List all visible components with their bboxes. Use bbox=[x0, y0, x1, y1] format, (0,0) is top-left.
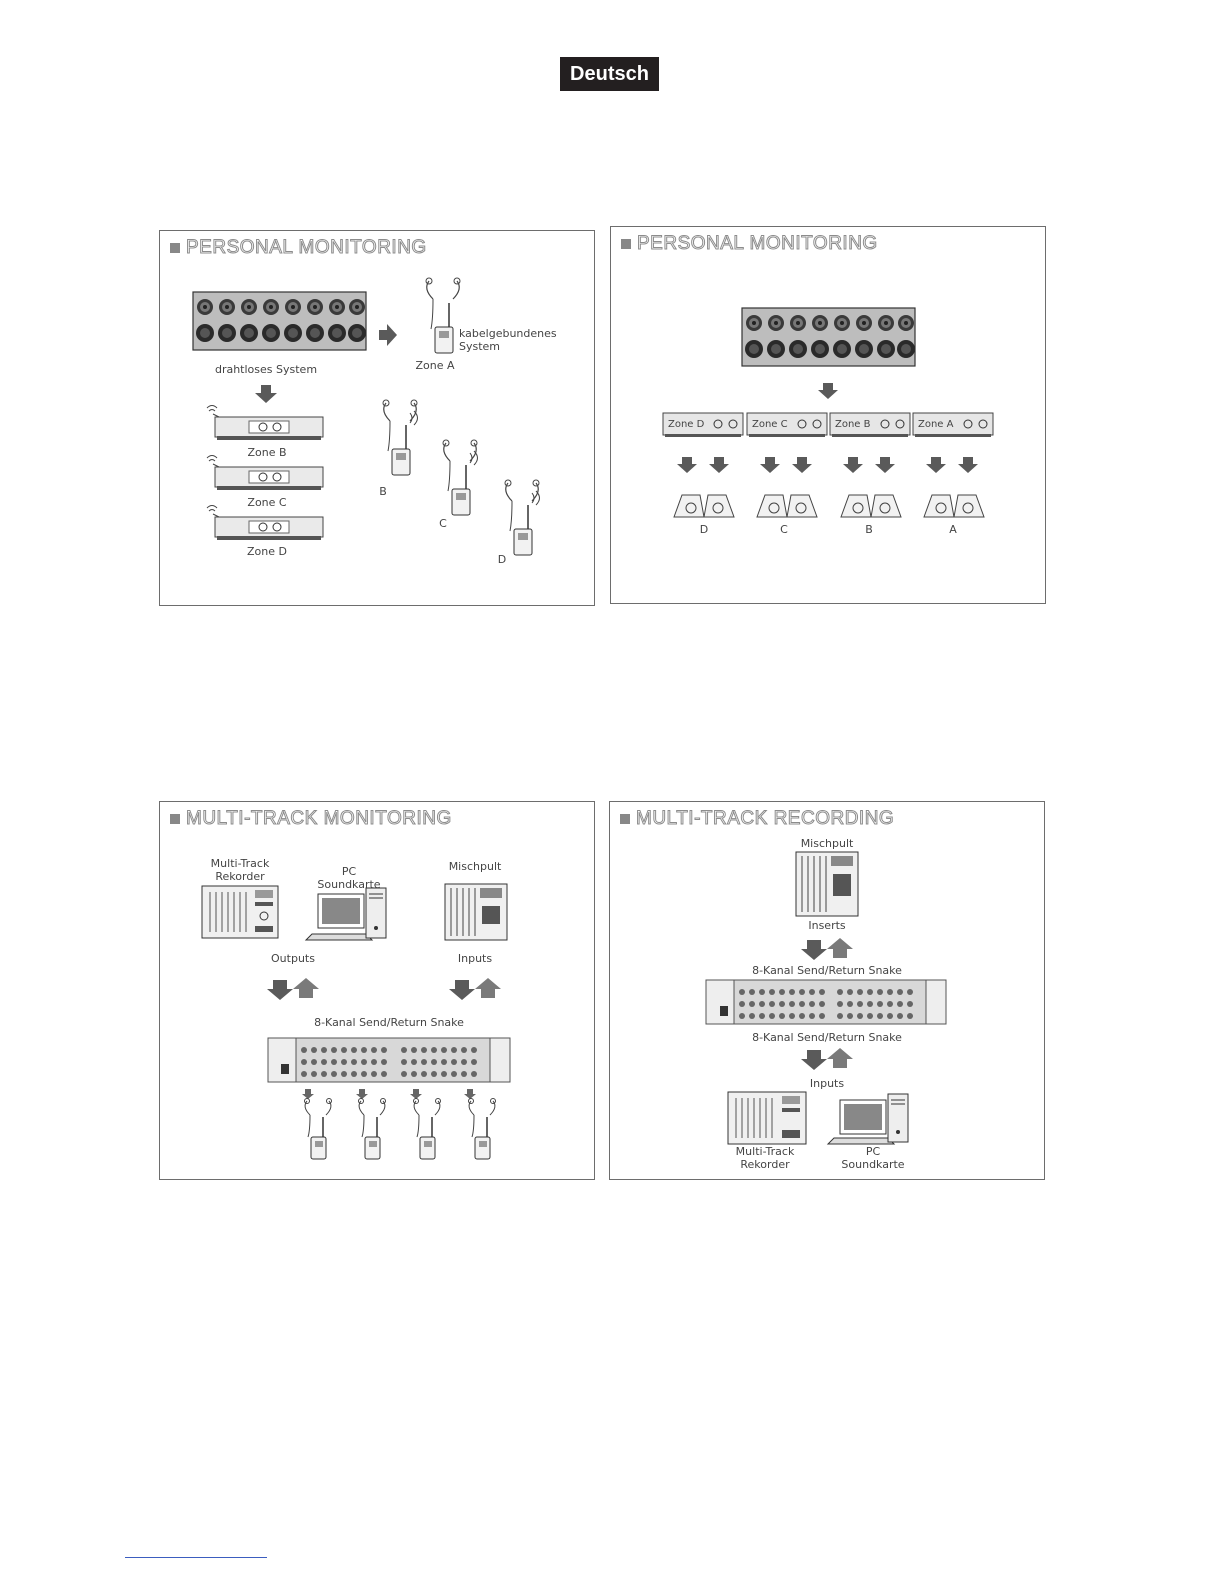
zone-d-label: Zone D bbox=[668, 419, 705, 430]
panel-personal-monitoring-wedges bbox=[610, 226, 1046, 604]
diagram-personal-monitoring-wireless bbox=[160, 231, 594, 605]
mixer-icon bbox=[445, 884, 507, 940]
mixer-label: Mischpult bbox=[800, 837, 854, 850]
panel-title: PERSONAL MONITORING bbox=[621, 233, 878, 255]
wired-system-label: kabelgebundenes System bbox=[459, 327, 557, 353]
mixer-icon bbox=[796, 852, 858, 916]
bullet-square-icon bbox=[620, 814, 630, 824]
zone-c-label: Zone C bbox=[752, 419, 788, 430]
arrow-up-icon bbox=[475, 978, 501, 998]
wedge-c-label: C bbox=[780, 523, 788, 536]
arrow-down-icon bbox=[677, 457, 697, 473]
arrow-down-icon bbox=[356, 1089, 368, 1099]
multitrack-recorder-icon bbox=[728, 1092, 806, 1144]
inputs-label: Inputs bbox=[809, 1077, 845, 1090]
arrow-down-icon bbox=[267, 980, 293, 1000]
arrow-right-icon bbox=[379, 324, 397, 346]
bodypack-c bbox=[443, 440, 478, 515]
bodypack-2 bbox=[359, 1099, 386, 1160]
diagram-multitrack-recording bbox=[610, 802, 1044, 1179]
language-badge: Deutsch bbox=[560, 57, 659, 91]
inputs-label: Inputs bbox=[457, 952, 493, 965]
wedge-d-label: D bbox=[699, 523, 709, 536]
arrow-down-icon bbox=[792, 457, 812, 473]
bodypack-b bbox=[383, 400, 418, 475]
arrow-down-icon bbox=[926, 457, 946, 473]
wedge-b-label: B bbox=[865, 523, 873, 536]
splitter-unit bbox=[742, 308, 915, 366]
zone-d-label: Zone D bbox=[247, 545, 287, 558]
snake-top-label: 8-Kanal Send/Return Snake bbox=[752, 964, 902, 977]
transmitter-zone-d bbox=[207, 506, 323, 541]
bodypack-3 bbox=[414, 1099, 441, 1160]
wedges-d bbox=[674, 495, 734, 517]
multitrack-recorder-icon bbox=[202, 886, 278, 938]
arrow-down-icon bbox=[410, 1089, 422, 1099]
arrow-up-icon bbox=[827, 938, 853, 958]
panel-multitrack-recording bbox=[609, 801, 1045, 1180]
arrow-down-icon bbox=[709, 457, 729, 473]
panel-multitrack-monitoring bbox=[159, 801, 595, 1180]
snake-rack bbox=[706, 980, 946, 1024]
panel-title: MULTI-TRACK RECORDING bbox=[620, 808, 894, 830]
zone-b-label: Zone B bbox=[835, 419, 871, 430]
snake-bottom-label: 8-Kanal Send/Return Snake bbox=[752, 1031, 902, 1044]
zone-a-label: Zone A bbox=[415, 359, 455, 372]
wedge-a-label: A bbox=[949, 523, 957, 536]
bodypack-d bbox=[505, 480, 540, 555]
arrow-up-icon bbox=[293, 978, 319, 998]
arrow-down-icon bbox=[801, 1050, 827, 1070]
wireless-system-label: drahtloses System bbox=[214, 363, 318, 376]
arrow-down-icon bbox=[464, 1089, 476, 1099]
pc-icon bbox=[306, 888, 386, 940]
arrow-down-icon bbox=[302, 1089, 314, 1099]
panel-title: PERSONAL MONITORING bbox=[170, 237, 427, 259]
bodypack-zone-a bbox=[426, 278, 460, 353]
pack-b-label: B bbox=[379, 485, 387, 498]
bullet-square-icon bbox=[170, 814, 180, 824]
arrow-down-icon bbox=[801, 940, 827, 960]
bullet-square-icon bbox=[621, 239, 631, 249]
arrow-down-icon bbox=[760, 457, 780, 473]
arrow-down-icon bbox=[875, 457, 895, 473]
arrow-down-icon bbox=[449, 980, 475, 1000]
transmitter-zone-b bbox=[207, 406, 323, 441]
wedges-c bbox=[757, 495, 817, 517]
transmitter-zone-c bbox=[207, 456, 323, 491]
arrow-down-icon bbox=[818, 383, 838, 399]
bullet-square-icon bbox=[170, 243, 180, 253]
snake-rack bbox=[268, 1038, 510, 1082]
zone-c-label: Zone C bbox=[247, 496, 287, 509]
footnote-separator bbox=[125, 1557, 267, 1558]
pc-label: PC Soundkarte bbox=[317, 865, 381, 891]
mixer-label: Mischpult bbox=[448, 860, 502, 873]
arrow-down-icon bbox=[255, 385, 277, 403]
snake-label: 8-Kanal Send/Return Snake bbox=[314, 1016, 464, 1029]
wedges-a bbox=[924, 495, 984, 517]
outputs-label: Outputs bbox=[271, 952, 315, 965]
arrow-down-icon bbox=[958, 457, 978, 473]
pack-c-label: C bbox=[439, 517, 447, 530]
recorder-label: Multi-Track Rekorder bbox=[210, 857, 270, 883]
bodypack-1 bbox=[305, 1099, 332, 1160]
panel-personal-monitoring-wireless bbox=[159, 230, 595, 606]
diagram-personal-monitoring-wedges bbox=[611, 227, 1045, 603]
arrow-down-icon bbox=[843, 457, 863, 473]
arrow-up-icon bbox=[827, 1048, 853, 1068]
zone-b-label: Zone B bbox=[247, 446, 287, 459]
pc-label: PC Soundkarte bbox=[841, 1145, 905, 1171]
pack-d-label: D bbox=[497, 553, 507, 566]
zone-a-label: Zone A bbox=[918, 419, 954, 430]
inserts-label: Inserts bbox=[808, 919, 846, 932]
wedges-b bbox=[841, 495, 901, 517]
pc-icon bbox=[828, 1094, 908, 1144]
panel-title: MULTI-TRACK MONITORING bbox=[170, 808, 452, 830]
recorder-label: Multi-Track Rekorder bbox=[735, 1145, 795, 1171]
splitter-unit bbox=[193, 292, 366, 350]
bodypack-4 bbox=[469, 1099, 496, 1160]
